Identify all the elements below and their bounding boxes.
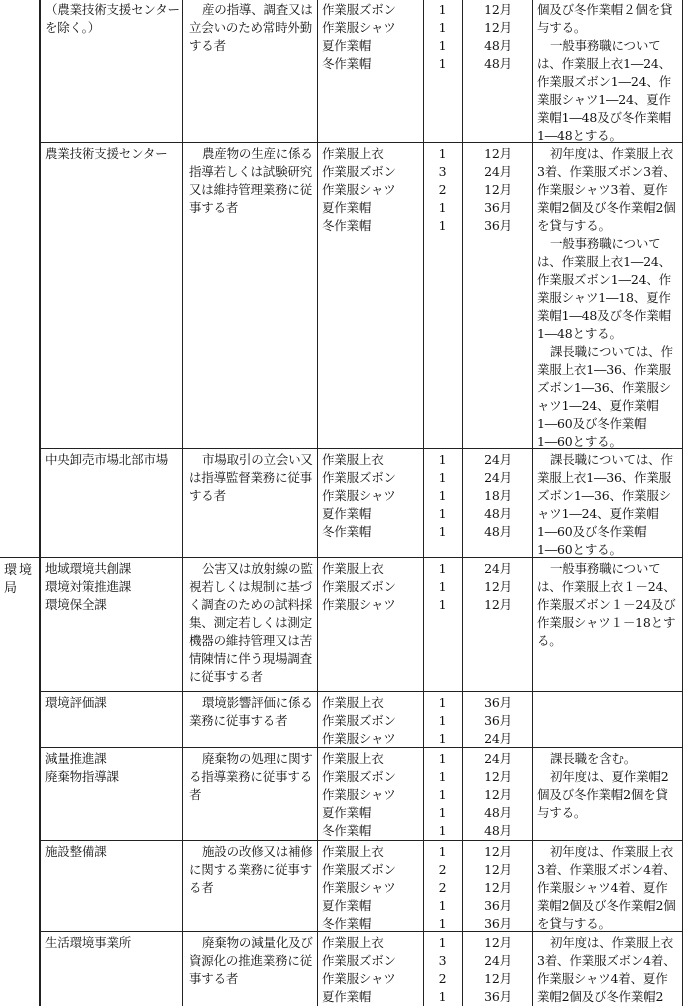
item-period: 12月 <box>484 769 512 784</box>
period-list <box>466 145 530 235</box>
item-period: 12月 <box>484 20 512 35</box>
item-quantity: 1 <box>438 20 447 35</box>
item-list <box>322 934 420 1006</box>
item-name: 作業服シャツ <box>322 787 396 802</box>
item-quantity: 1 <box>438 769 447 784</box>
quantity-list <box>425 750 460 840</box>
item-quantity: 1 <box>438 713 447 728</box>
item-period: 18月 <box>484 488 512 503</box>
note-paragraph: 初年度は、作業服上衣3着、作業服ズボン4着、作業服シャツ4着、夏作業帽2個及び冬作業帽2個を貸与する。 <box>537 844 676 931</box>
item-name: 作業服ズボン <box>322 164 396 179</box>
item-period: 36月 <box>484 218 512 233</box>
item-list <box>322 750 420 840</box>
notes-cell <box>537 934 679 1006</box>
quantity-list <box>425 843 460 933</box>
note-paragraph: 初年度は、作業服上衣3着、作業服ズボン3着、作業服シャツ3着、夏作業帽2個及び冬作業帽2個を貸与する。 <box>537 146 676 233</box>
quantity-list <box>425 451 460 541</box>
item-quantity: 1 <box>438 488 447 503</box>
item-period: 12月 <box>484 182 512 197</box>
item-quantity: 2 <box>438 880 447 895</box>
item-period: 36月 <box>484 695 512 710</box>
quantity-list <box>425 1 460 73</box>
item-quantity: 1 <box>438 506 447 521</box>
item-name: 作業服ズボン <box>322 579 396 594</box>
item-quantity: 1 <box>438 2 447 17</box>
item-name: 作業服上衣 <box>322 146 384 161</box>
note-paragraph: 初年度は、作業服上衣3着、作業服ズボン4着、作業服シャツ4着、夏作業帽2個及び冬作業帽2 <box>537 935 676 1004</box>
item-period: 48月 <box>484 524 512 539</box>
period-list <box>466 694 530 748</box>
item-name: 作業服上衣 <box>322 935 384 950</box>
note-paragraph: 課長職については、作業服上衣1―36、作業服ズボン1―36、作業服シャツ1―24、夏作業帽1―60及び冬作業帽1―60とする。 <box>537 344 673 449</box>
item-period: 12月 <box>484 597 512 612</box>
duty-cell: 産の指導、調査又は立会いのため常時外勤する者 <box>189 2 313 53</box>
item-name: 冬作業帽 <box>322 56 372 71</box>
item-name: 作業服上衣 <box>322 561 384 576</box>
item-quantity: 1 <box>438 200 447 215</box>
item-name: 作業服上衣 <box>322 695 384 710</box>
department-cell: 中央卸売市場北部市場 <box>45 452 169 467</box>
item-name: 夏作業帽 <box>322 38 372 53</box>
item-quantity: 1 <box>438 218 447 233</box>
item-quantity: 1 <box>438 146 447 161</box>
item-period: 48月 <box>484 56 512 71</box>
item-period: 24月 <box>484 731 512 746</box>
item-name: 作業服上衣 <box>322 751 384 766</box>
item-period: 12月 <box>484 862 512 877</box>
item-quantity: 1 <box>438 561 447 576</box>
item-period: 12月 <box>484 579 512 594</box>
item-period: 12月 <box>484 971 512 986</box>
item-period: 24月 <box>484 751 512 766</box>
duty-cell: 市場取引の立会い又は指導監督業務に従事する者 <box>189 452 313 503</box>
item-name: 作業服シャツ <box>322 597 396 612</box>
item-period: 48月 <box>484 38 512 53</box>
notes-cell <box>537 145 679 451</box>
item-period: 24月 <box>484 452 512 467</box>
item-quantity: 1 <box>438 597 447 612</box>
notes-cell <box>537 1 679 145</box>
duty-cell: 農産物の生産に係る指導若しくは試験研究又は維持管理業務に従事する者 <box>189 146 313 215</box>
notes-cell <box>537 843 679 933</box>
item-name: 作業服シャツ <box>322 731 396 746</box>
item-period: 12月 <box>484 2 512 17</box>
duty-cell: 環境影響評価に係る業務に従事する者 <box>189 695 313 728</box>
item-quantity: 1 <box>438 731 447 746</box>
department-cell: 地域環境共創課 環境対策推進課 環境保全課 <box>45 561 132 612</box>
item-period: 12月 <box>484 844 512 859</box>
item-period: 36月 <box>484 200 512 215</box>
item-name: 夏作業帽 <box>322 506 372 521</box>
quantity-list <box>425 934 460 1006</box>
item-quantity: 1 <box>438 805 447 820</box>
duty-cell: 廃棄物の処理に関する指導業務に従事する者 <box>189 751 313 802</box>
item-period: 24月 <box>484 164 512 179</box>
note-paragraph: 一般事務職については、作業服上衣１－24、作業服ズボン１－24及び作業服シャツ１－18とする。 <box>537 561 676 648</box>
item-name: 夏作業帽 <box>322 989 372 1004</box>
department-cell: （農業技術支援センターを除く。） <box>45 2 180 35</box>
item-name: 作業服ズボン <box>322 2 396 17</box>
item-name: 夏作業帽 <box>322 898 372 913</box>
item-period: 48月 <box>484 506 512 521</box>
item-quantity: 2 <box>438 182 447 197</box>
department-cell: 農業技術支援センター <box>45 146 168 161</box>
period-list <box>466 1 530 73</box>
duty-cell: 施設の改修又は補修に関する業務に従事する者 <box>189 844 313 895</box>
note-paragraph: 課長職については、作業服上衣1―36、作業服ズボン1―36、作業服シャツ1―24、夏作業帽1―60及び冬作業帽1―60とする。 <box>537 452 673 557</box>
item-name: 作業服シャツ <box>322 182 396 197</box>
item-name: 作業服シャツ <box>322 880 396 895</box>
notes-cell <box>537 560 679 650</box>
note-paragraph: 個及び冬作業帽２個を貸与する。 <box>537 2 673 35</box>
quantity-list <box>425 145 460 235</box>
item-name: 冬作業帽 <box>322 916 372 931</box>
item-quantity: 1 <box>438 452 447 467</box>
item-quantity: 2 <box>438 862 447 877</box>
quantity-list <box>425 694 460 748</box>
period-list <box>466 843 530 933</box>
item-period: 12月 <box>484 146 512 161</box>
item-name: 作業服シャツ <box>322 20 396 35</box>
item-name: 作業服シャツ <box>322 971 396 986</box>
note-paragraph: 課長職を含む。 <box>550 751 637 766</box>
item-name: 作業服上衣 <box>322 844 384 859</box>
item-list <box>322 145 420 235</box>
item-name: 作業服ズボン <box>322 953 396 968</box>
bureau-label: 環境局 <box>4 563 35 596</box>
duty-cell: 廃棄物の減量化及び資源化の推進業務に従事する者 <box>189 935 313 986</box>
item-quantity: 1 <box>438 751 447 766</box>
item-quantity: 1 <box>438 787 447 802</box>
item-quantity: 1 <box>438 695 447 710</box>
item-name: 作業服ズボン <box>322 769 396 784</box>
item-period: 12月 <box>484 880 512 895</box>
duty-cell: 公害又は放射線の監視若しくは規制に基づく調査のための試料採集、測定若しくは測定機器の維持管理又は苦情陳情に伴う現場調査に従事する者 <box>189 561 313 684</box>
item-quantity: 1 <box>438 579 447 594</box>
item-period: 48月 <box>484 823 512 838</box>
item-name: 冬作業帽 <box>322 524 372 539</box>
quantity-list <box>425 560 460 614</box>
item-name: 夏作業帽 <box>322 805 372 820</box>
item-list <box>322 694 420 748</box>
notes-cell <box>537 451 679 559</box>
department-cell: 環境評価課 <box>45 695 107 710</box>
item-period: 36月 <box>484 713 512 728</box>
item-period: 24月 <box>484 561 512 576</box>
item-quantity: 1 <box>438 823 447 838</box>
item-quantity: 1 <box>438 38 447 53</box>
item-period: 36月 <box>484 989 512 1004</box>
period-list <box>466 451 530 541</box>
item-name: 冬作業帽 <box>322 823 372 838</box>
item-quantity: 1 <box>438 524 447 539</box>
item-name: 作業服ズボン <box>322 713 396 728</box>
note-paragraph: 一般事務職については、作業服上衣1―24、作業服ズボン1―24、作業服シャツ1―18、夏作業帽1―48及び冬作業帽1―48とする。 <box>537 236 671 341</box>
item-period: 36月 <box>484 898 512 913</box>
item-list <box>322 451 420 541</box>
item-list <box>322 560 420 614</box>
item-list <box>322 843 420 933</box>
note-paragraph: 一般事務職については、作業服上衣1―24、作業服ズボン1―24、作業服シャツ1―24、夏作業帽1―48及び冬作業帽1―48とする。 <box>537 38 671 143</box>
item-period: 24月 <box>484 953 512 968</box>
item-list <box>322 1 420 73</box>
item-quantity: 1 <box>438 898 447 913</box>
item-period: 24月 <box>484 470 512 485</box>
item-name: 作業服ズボン <box>322 862 396 877</box>
item-quantity: 3 <box>438 164 447 179</box>
department-cell: 施設整備課 <box>45 844 107 859</box>
note-paragraph: 初年度は、夏作業帽2個及び冬作業帽2個を貸与する。 <box>537 769 669 820</box>
item-name: 作業服シャツ <box>322 488 396 503</box>
item-quantity: 1 <box>438 935 447 950</box>
department-cell: 減量推進課 廃棄物指導課 <box>45 751 119 784</box>
item-name: 夏作業帽 <box>322 200 372 215</box>
period-list <box>466 750 530 840</box>
item-period: 12月 <box>484 935 512 950</box>
item-quantity: 1 <box>438 989 447 1004</box>
item-name: 作業服ズボン <box>322 470 396 485</box>
item-period: 36月 <box>484 916 512 931</box>
period-list <box>466 934 530 1006</box>
item-period: 48月 <box>484 805 512 820</box>
department-cell: 生活環境事業所 <box>45 935 132 950</box>
item-quantity: 1 <box>438 56 447 71</box>
period-list <box>466 560 530 614</box>
item-quantity: 1 <box>438 916 447 931</box>
item-name: 冬作業帽 <box>322 218 372 233</box>
item-name: 作業服上衣 <box>322 452 384 467</box>
item-quantity: 2 <box>438 971 447 986</box>
notes-cell <box>537 750 679 822</box>
item-quantity: 1 <box>438 844 447 859</box>
item-quantity: 3 <box>438 953 447 968</box>
item-period: 12月 <box>484 787 512 802</box>
item-quantity: 1 <box>438 470 447 485</box>
